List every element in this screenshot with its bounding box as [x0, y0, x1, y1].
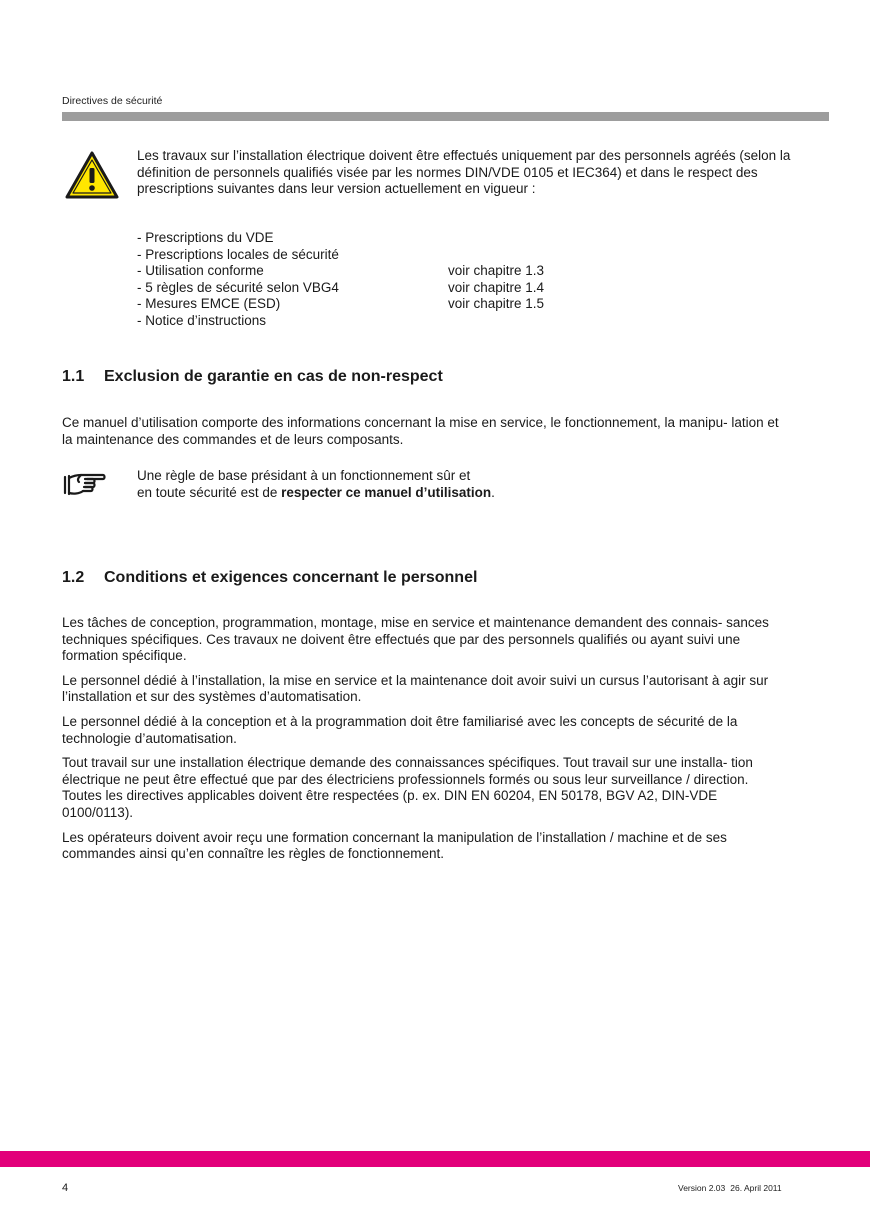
prescriptions-list: [137, 230, 545, 330]
version-info: [678, 1183, 782, 1193]
list-item: [137, 230, 339, 247]
header-divider: [62, 112, 829, 121]
list-item-label: - Prescriptions locales de sécurité: [137, 246, 339, 262]
list-item: [137, 263, 545, 280]
paragraph: Les opérateurs doivent avoir reçu une formation concernant la manipulation de l’installation / machine et de ses commandes ainsi qu’en connaître les règles de fonctionnement.: [62, 829, 727, 862]
note-line-1: Une règle de base présidant à un fonctionnement sûr et: [137, 468, 471, 483]
section-1-1-paragraph: Ce manuel d’utilisation comporte des informations concernant la mise en service, le fonctionnement, la manipu- lation et la maintenance des commandes et de leurs composants.: [62, 415, 779, 447]
list-item-reference: voir chapitre 1.4: [448, 279, 545, 295]
note-emphasis: respecter ce manuel d’utilisation: [281, 484, 492, 500]
list-item: [137, 247, 339, 264]
list-item: [137, 313, 339, 330]
paragraph: Le personnel dédié à l’installation, la mise en service et la maintenance doit avoir suivi un cursus l’autorisant à agir sur l’installation et sur des systèmes d’automatisation.: [62, 672, 769, 705]
section-1-2-body: [62, 615, 787, 871]
note-line-2: [137, 485, 797, 502]
version-date: 26. April 2011: [730, 1183, 782, 1193]
section-title: Conditions et exigences concernant le personnel: [104, 569, 478, 586]
list-item-label: - 5 règles de sécurité selon VBG4: [137, 279, 339, 295]
section-number: 1.2: [62, 569, 85, 586]
pointing-hand-icon: [63, 472, 107, 496]
footer-accent-bar: [0, 1151, 870, 1167]
warning-triangle-icon: [64, 150, 120, 200]
paragraph: Le personnel dédié à la conception et à la programmation doit être familiarisé avec les concepts de sécurité de la technologie d’automatisation.: [62, 713, 738, 746]
list-item-label: - Mesures EMCE (ESD): [137, 296, 281, 312]
section-1-2-heading: [62, 569, 477, 587]
list-item: [137, 296, 545, 313]
list-item: [137, 279, 545, 297]
list-item-label: - Prescriptions du VDE: [137, 230, 274, 245]
paragraph: Les tâches de conception, programmation, montage, mise en service et maintenance demandent des connais- sances techniques spécifiques. Ces travaux ne doivent être effectués que par des personnels qualifiés ou ayant suivi une formation spécifique.: [62, 615, 769, 664]
list-item-label: - Utilisation conforme: [137, 263, 264, 279]
list-item-reference: voir chapitre 1.5: [448, 296, 545, 312]
list-item-label: - Notice d’instructions: [137, 312, 267, 328]
section-1-1-heading: [62, 368, 443, 386]
paragraph: Tout travail sur une installation électrique demande des connaissances spécifiques. Tout travail sur une installa- tion électrique ne peut être effectué que par des électriciens professionnels formés ou sous leur surveillance / direction. Toutes les directives applicables doivent être respectées (p. ex. DIN EN 60204, EN 50178, BGV A2, DIN-VDE 0100/0113).: [62, 755, 753, 820]
version-label: Version 2.03: [678, 1183, 726, 1193]
warning-text: Les travaux sur l’installation électrique doivent être effectués uniquement par des personnels agréés (selon la définition de personnels qualifiés visée par les normes DIN/VDE 0105 et IEC364) et dans le respect des prescriptions suivantes dans leur version actuellement en vigueur :: [137, 148, 791, 197]
page-number: 4: [62, 1182, 69, 1194]
section-number: 1.1: [62, 368, 85, 385]
note-line-2-prefix: en toute sécurité est de: [137, 484, 282, 500]
note-text: [137, 468, 797, 501]
section-title: Exclusion de garantie en cas de non-respect: [104, 368, 443, 385]
list-item-reference: voir chapitre 1.3: [448, 263, 545, 279]
header-title: Directives de sécurité: [62, 95, 163, 107]
note-line-2-suffix: .: [491, 484, 495, 500]
